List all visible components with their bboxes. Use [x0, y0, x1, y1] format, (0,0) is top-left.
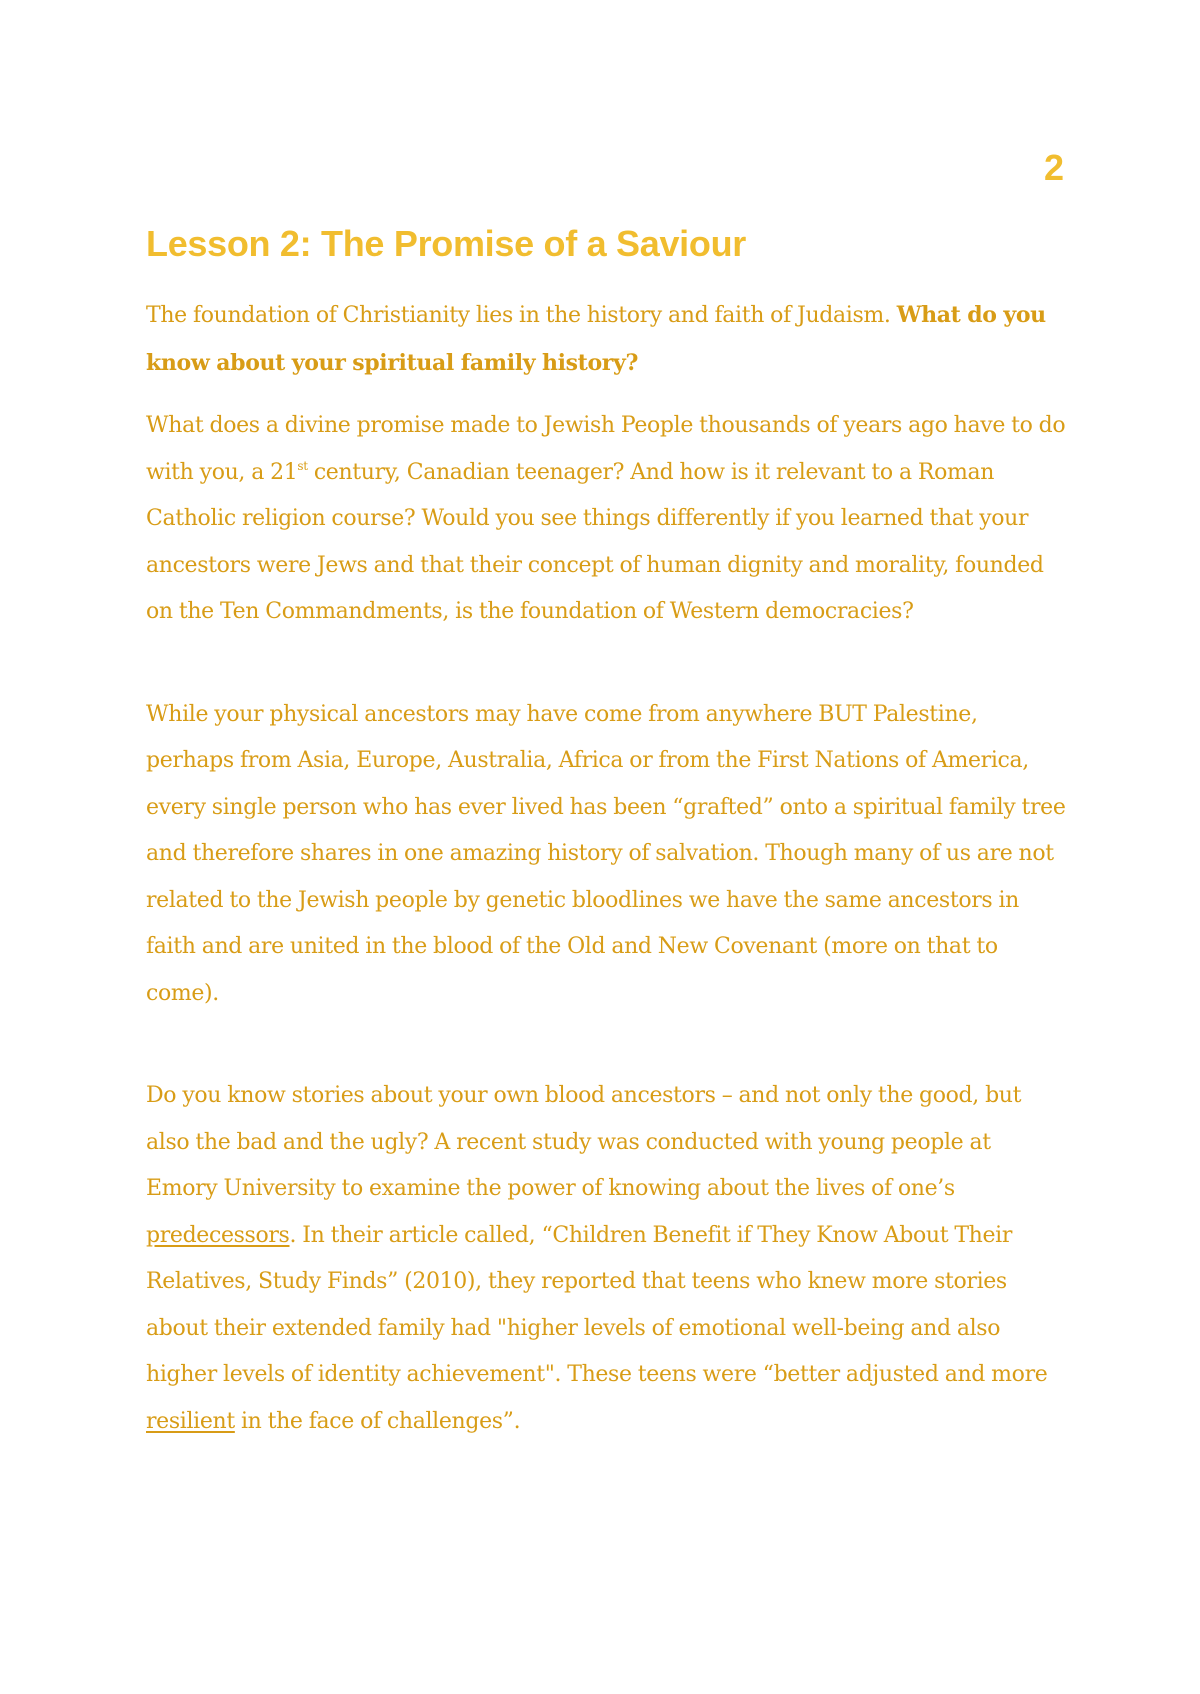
resilient-link[interactable]: resilient	[146, 1408, 235, 1434]
ordinal-suffix: st	[297, 458, 308, 473]
family-stories-text-a: Do you know stories about your own blood ancestors – and not only the good, but also the bad and the ugly? A recent study was conducted with young people at Emory University to examine the power of knowing about the lives of one’s	[146, 1083, 1022, 1201]
intro-text: The foundation of Christianity lies in the history and faith of Judaism.	[146, 303, 897, 328]
divine-promise-text-a: What does a divine promise made to Jewish People thousands of years ago have to do with you, a 21	[146, 413, 1066, 485]
family-stories-text-c: in the face of challenges”.	[234, 1408, 521, 1434]
page-number: 2	[1043, 147, 1064, 188]
intro-paragraph	[146, 292, 1066, 387]
divine-promise-text-b: century, Canadian teenager? And how is it relevant to a Roman Catholic religion course? Would you see things differently if you learned that your ancestors were Jews and that their concept of human dignity and morality, founded on the Ten Commandments, is the foundation of Western democracies?	[146, 459, 1044, 624]
divine-promise-paragraph	[146, 403, 1066, 636]
ancestors-paragraph	[146, 692, 1066, 1018]
predecessors-link[interactable]: predecessors	[146, 1222, 290, 1248]
intro-question: What do you know about your spiritual family history?	[146, 302, 1046, 376]
lesson-title: Lesson 2: The Promise of a Saviour	[146, 223, 746, 264]
ancestors-text: While your physical ancestors may have come from anywhere BUT Palestine, perhaps from Asia, Europe, Australia, Africa or from the First Nations of America, every single person who has ever lived has been “grafted” onto a spiritual family tree and therefore shares in one amazing history of salvation. Though many of us are not related to the Jewish people by genetic bloodlines we have the same ancestors in faith and are united in the blood of the Old and New Covenant (more on that to come).	[146, 701, 1066, 1006]
lesson-body	[146, 292, 1066, 1445]
family-stories-paragraph	[146, 1073, 1066, 1445]
family-stories-text-b: . In their article called, “Children Benefit if They Know About Their Relatives, Study Finds” (2010), they reported that teens who knew more stories about their extended family had "higher levels of emotional well-being and also higher levels of identity achievement". These teens were “better adjusted and more	[146, 1222, 1048, 1387]
